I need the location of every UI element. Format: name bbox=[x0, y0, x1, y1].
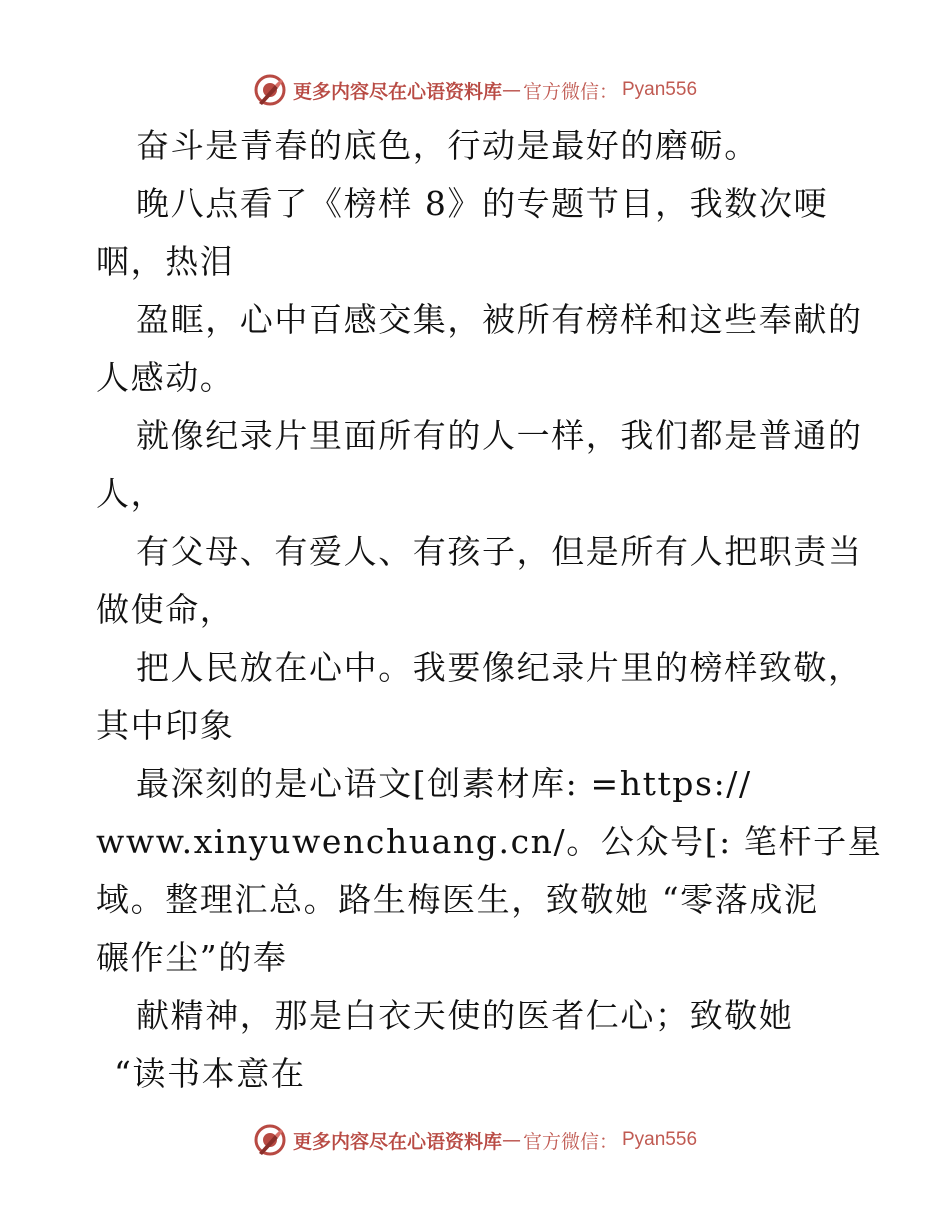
watermark-footer bbox=[0, 1120, 950, 1160]
text-line: 把人民放在心中。我要像纪录片里的榜样致敬， bbox=[136, 648, 863, 687]
pen-logo-icon bbox=[253, 73, 287, 107]
document-body bbox=[96, 117, 883, 1103]
text-line: www.xinyuwenchuang.cn/。公众号[: 笔杆子星 bbox=[96, 822, 883, 861]
text-line: “读书本意在 bbox=[114, 1054, 306, 1093]
watermark-label: 官方微信： bbox=[522, 80, 618, 103]
text-line: 献精神，那是白衣天使的医者仁心；致敬她 bbox=[136, 996, 794, 1035]
text-line: 碾作尘”的奉 bbox=[96, 938, 288, 977]
watermark-site-text: 更多内容尽在心语资料库 bbox=[292, 80, 502, 103]
text-line: 奋斗是青春的底色，行动是最好的磨砺。 bbox=[136, 126, 759, 165]
text-line: 有父母、有爱人、有孩子，但是所有人把职责当 bbox=[136, 532, 863, 571]
pen-logo-icon bbox=[253, 1123, 287, 1157]
watermark-site-text: 更多内容尽在心语资料库 bbox=[292, 1130, 502, 1153]
watermark-separator: — bbox=[501, 79, 521, 101]
watermark-label: 官方微信： bbox=[522, 1130, 618, 1153]
text-line: 咽，热泪 bbox=[96, 242, 235, 281]
watermark-separator: — bbox=[501, 1129, 521, 1151]
text-line: 做使命， bbox=[96, 590, 235, 629]
text-line: 盈眶，心中百感交集，被所有榜样和这些奉献的 bbox=[136, 300, 863, 339]
text-line: 晚八点看了《榜样 8》的专题节目，我数次哽 bbox=[136, 184, 829, 223]
text-line: 域。整理汇总。路生梅医生，致敬她 “零落成泥 bbox=[96, 880, 819, 919]
text-line: 其中印象 bbox=[96, 706, 235, 745]
text-line: 人， bbox=[96, 474, 166, 513]
watermark-header bbox=[0, 70, 950, 110]
watermark-id: Pyan556 bbox=[622, 79, 698, 100]
watermark-id: Pyan556 bbox=[622, 1129, 698, 1150]
text-line: 最深刻的是心语文[创素材库: =https:// bbox=[136, 764, 752, 803]
text-line: 人感动。 bbox=[96, 358, 235, 397]
text-line: 就像纪录片里面所有的人一样，我们都是普通的 bbox=[136, 416, 863, 455]
